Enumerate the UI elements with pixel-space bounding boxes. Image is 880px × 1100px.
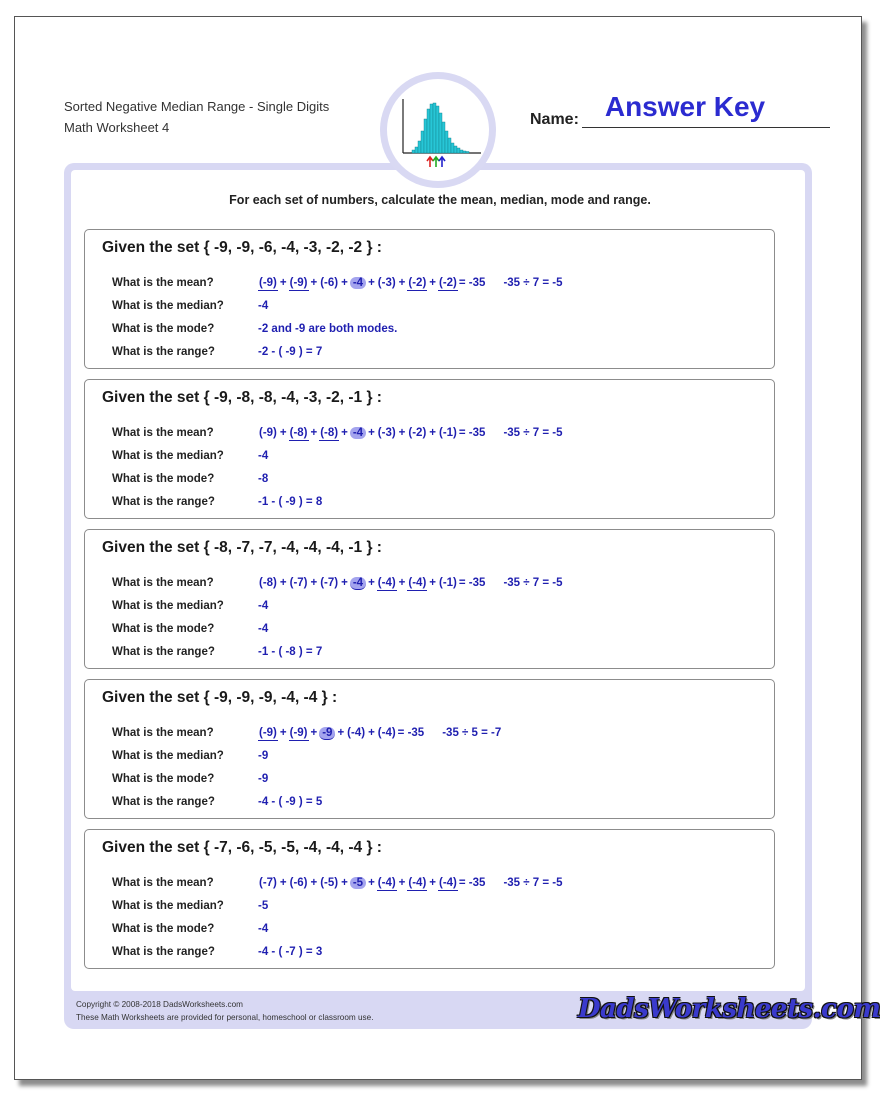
mean-term: (-7) <box>289 577 308 589</box>
mean-term: (-9) <box>289 727 308 739</box>
median-question: What is the median? <box>112 300 224 312</box>
range-question: What is the range? <box>112 946 215 958</box>
problem-title: Given the set { -8, -7, -7, -4, -4, -4, -1 } : <box>102 539 382 556</box>
title-line-2: Math Worksheet 4 <box>64 120 170 135</box>
problem-1 <box>84 229 775 369</box>
sum-result: = -35 <box>458 877 486 889</box>
range-answer: -2 - ( -9 ) = 7 <box>258 346 323 358</box>
plus-sign: + <box>279 877 287 889</box>
median-question: What is the median? <box>112 900 224 912</box>
mean-term: (-4) <box>347 727 366 739</box>
mean-answer <box>258 727 501 741</box>
mean-term: (-6) <box>320 277 339 289</box>
plus-sign: + <box>279 577 287 589</box>
mean-term: (-9) <box>259 277 277 289</box>
plus-sign: + <box>368 877 375 889</box>
problem-4 <box>84 679 775 819</box>
mean-term: (-2) <box>408 277 427 289</box>
plus-sign: + <box>398 577 406 589</box>
mean-sum-expression <box>258 877 485 891</box>
problem-title: Given the set { -9, -9, -6, -4, -3, -2, -2 } : <box>102 239 382 256</box>
median-answer: -4 <box>258 450 269 462</box>
mean-answer <box>258 277 563 291</box>
sum-result: = -35 <box>397 727 425 739</box>
median-question: What is the median? <box>112 450 224 462</box>
mean-question: What is the mean? <box>112 277 214 289</box>
median-term: -9 <box>319 727 335 740</box>
median-question: What is the median? <box>112 600 224 612</box>
plus-sign: + <box>341 427 348 439</box>
median-term: -4 <box>350 577 366 590</box>
mean-term: (-1) <box>439 427 457 439</box>
plus-sign: + <box>337 727 345 739</box>
mean-term: (-7) <box>259 877 277 889</box>
mean-sum-expression <box>258 577 485 591</box>
mode-question: What is the mode? <box>112 773 215 785</box>
plus-sign: + <box>341 277 348 289</box>
mean-term: (-4) <box>377 727 396 739</box>
mode-answer: -8 <box>258 473 269 485</box>
mean-term: (-8) <box>320 427 339 439</box>
plus-sign: + <box>310 727 318 739</box>
range-answer: -1 - ( -9 ) = 8 <box>258 496 323 508</box>
plus-sign: + <box>279 277 287 289</box>
title-line-1: Sorted Negative Median Range - Single Digits <box>64 99 330 114</box>
mean-term: (-4) <box>377 577 396 589</box>
median-answer: -5 <box>258 900 269 912</box>
plus-sign: + <box>310 277 318 289</box>
division-result: -35 ÷ 5 = -7 <box>442 727 502 739</box>
division-result: -35 ÷ 7 = -5 <box>503 877 563 889</box>
mean-answer <box>258 577 563 591</box>
mode-question: What is the mode? <box>112 473 215 485</box>
mode-question: What is the mode? <box>112 623 215 635</box>
plus-sign: + <box>341 877 348 889</box>
sum-result: = -35 <box>458 427 486 439</box>
range-question: What is the range? <box>112 796 215 808</box>
plus-sign: + <box>429 277 436 289</box>
division-result: -35 ÷ 7 = -5 <box>503 577 563 589</box>
mean-term: (-9) <box>289 277 308 289</box>
mean-question: What is the mean? <box>112 727 214 739</box>
median-term: -4 <box>350 277 366 289</box>
problem-5 <box>84 829 775 969</box>
range-answer: -4 - ( -9 ) = 5 <box>258 796 323 808</box>
logo-inner-circle <box>387 79 489 181</box>
plus-sign: + <box>429 577 436 589</box>
mean-term: (-8) <box>259 577 277 589</box>
mean-term: (-3) <box>377 427 396 439</box>
mean-question: What is the mean? <box>112 427 214 439</box>
name-label: Name: <box>530 111 579 128</box>
mean-sum-expression <box>258 277 485 291</box>
plus-sign: + <box>310 427 318 439</box>
footer <box>76 998 373 1024</box>
median-answer: -4 <box>258 300 269 312</box>
range-answer: -1 - ( -8 ) = 7 <box>258 646 323 658</box>
mean-term: (-6) <box>289 877 308 889</box>
mean-term: (-3) <box>377 277 396 289</box>
mean-term: (-5) <box>320 877 339 889</box>
median-term: -5 <box>350 877 366 889</box>
mean-question: What is the mean? <box>112 877 214 889</box>
mean-term: (-2) <box>408 427 427 439</box>
plus-sign: + <box>398 877 406 889</box>
problem-title: Given the set { -9, -8, -8, -4, -3, -2, -1 } : <box>102 389 382 406</box>
median-answer: -9 <box>258 750 269 762</box>
mode-question: What is the mode? <box>112 923 215 935</box>
plus-sign: + <box>429 427 436 439</box>
division-result: -35 ÷ 7 = -5 <box>503 427 563 439</box>
median-term: -4 <box>350 427 366 439</box>
problem-title: Given the set { -9, -9, -9, -4, -4 } : <box>102 689 338 706</box>
plus-sign: + <box>368 277 375 289</box>
name-line <box>582 127 830 128</box>
mode-answer: -2 and -9 are both modes. <box>258 323 398 335</box>
sum-result: = -35 <box>458 577 486 589</box>
range-answer: -4 - ( -7 ) = 3 <box>258 946 323 958</box>
mode-answer: -4 <box>258 623 269 635</box>
mean-question: What is the mean? <box>112 577 214 589</box>
plus-sign: + <box>279 427 287 439</box>
plus-sign: + <box>368 577 375 589</box>
plus-sign: + <box>398 277 406 289</box>
instructions: For each set of numbers, calculate the mean, median, mode and range. <box>229 193 651 207</box>
mode-answer: -9 <box>258 773 269 785</box>
plus-sign: + <box>279 727 287 739</box>
range-question: What is the range? <box>112 646 215 658</box>
median-question: What is the median? <box>112 750 224 762</box>
plus-sign: + <box>429 877 436 889</box>
problem-3 <box>84 529 775 669</box>
mean-answer <box>258 427 563 441</box>
plus-sign: + <box>398 427 406 439</box>
mean-sum-expression <box>258 727 424 741</box>
mean-term: (-8) <box>289 427 308 439</box>
mean-term: (-9) <box>259 427 277 439</box>
plus-sign: + <box>341 577 348 589</box>
mean-term: (-4) <box>377 877 396 889</box>
bell-curve-logo <box>380 72 496 188</box>
range-question: What is the range? <box>112 346 215 358</box>
worksheet-title <box>64 96 329 138</box>
mean-answer <box>258 877 563 891</box>
brand-logo: DadsWorksheets.com <box>578 994 880 1024</box>
plus-sign: + <box>310 577 318 589</box>
mean-term: (-4) <box>439 877 457 889</box>
plus-sign: + <box>310 877 318 889</box>
division-result: -35 ÷ 7 = -5 <box>503 277 563 289</box>
mean-term: (-7) <box>320 577 339 589</box>
mean-term: (-2) <box>439 277 457 289</box>
plus-sign: + <box>368 427 375 439</box>
answer-key: Answer Key <box>604 91 766 122</box>
mode-question: What is the mode? <box>112 323 215 335</box>
histogram-icon <box>387 79 489 181</box>
mean-term: (-1) <box>439 577 457 589</box>
median-answer: -4 <box>258 600 269 612</box>
mean-term: (-4) <box>408 577 427 589</box>
problem-title: Given the set { -7, -6, -5, -5, -4, -4, -4 } : <box>102 839 382 856</box>
range-question: What is the range? <box>112 496 215 508</box>
problem-2 <box>84 379 775 519</box>
sum-result: = -35 <box>458 277 486 289</box>
mean-term: (-4) <box>408 877 427 889</box>
mean-sum-expression <box>258 427 485 441</box>
mean-term: (-9) <box>259 727 277 739</box>
usage-note: These Math Worksheets are provided for personal, homeschool or classroom use. <box>76 1013 374 1022</box>
mode-answer: -4 <box>258 923 269 935</box>
plus-sign: + <box>368 727 375 739</box>
copyright: Copyright © 2008-2018 DadsWorksheets.com <box>76 1000 243 1009</box>
